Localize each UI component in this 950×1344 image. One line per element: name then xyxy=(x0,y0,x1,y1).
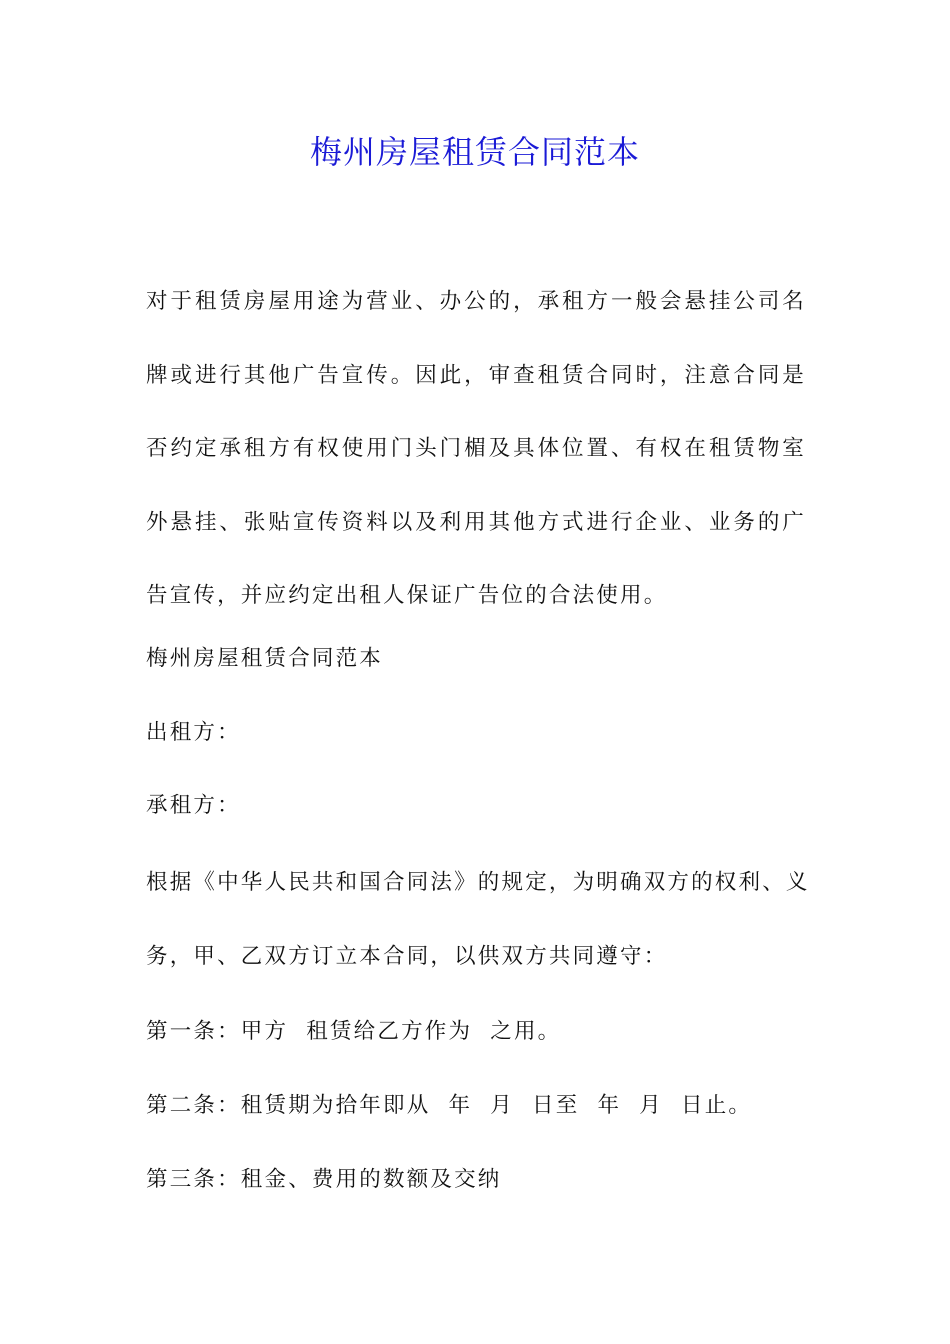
article-1: 第一条：甲方 租赁给乙方作为 之用。 xyxy=(146,1019,562,1044)
lessee-line: 承租方： xyxy=(146,793,241,818)
article-3: 第三条：租金、费用的数额及交纳 xyxy=(146,1167,502,1192)
basis-paragraph: 根据《中华人民共和国合同法》的规定，为明确双方的权利、义务，甲、乙双方订立本合同，以供双方共同遵守： xyxy=(146,870,810,969)
article-2: 第二条：租赁期为拾年即从 年 月 日至 年 月 日止。 xyxy=(146,1093,753,1118)
contract-subtitle: 梅州房屋租赁合同范本 xyxy=(146,646,384,671)
document-title: 梅州房屋租赁合同范本 xyxy=(309,133,640,171)
intro-paragraph: 对于租赁房屋用途为营业、办公的，承租方一般会悬挂公司名牌或进行其他广告宣传。因此，审查租赁合同时，注意合同是否约定承租方有权使用门头门楣及具体位置、有权在租赁物室外悬挂、张贴宣传资料以及利用其他方式进行企业、业务的广告宣传，并应约定出租人保证广告位的合法使用。 xyxy=(146,289,806,608)
lessor-line: 出租方： xyxy=(146,720,241,745)
